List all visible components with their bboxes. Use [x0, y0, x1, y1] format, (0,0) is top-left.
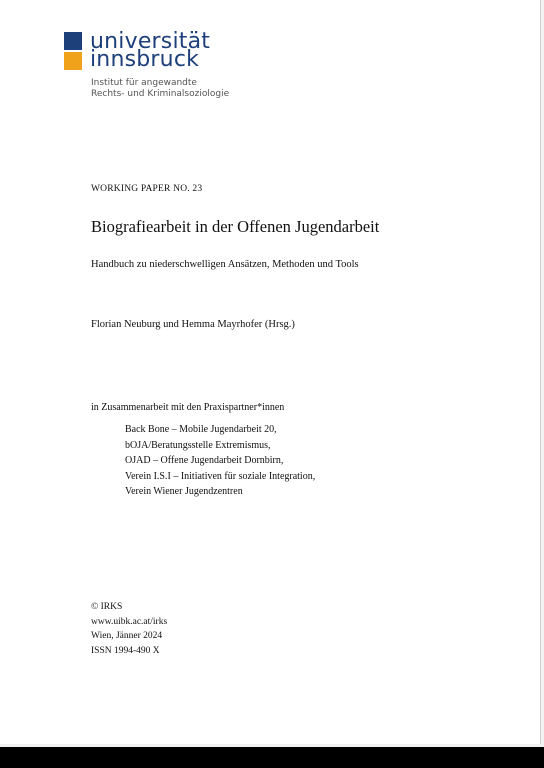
- logo-wordmark-line2: innsbruck: [90, 47, 200, 72]
- partner-list: [125, 422, 315, 500]
- issn: ISSN 1994-490 X: [91, 645, 160, 656]
- document-subtitle: Handbuch zu niederschwelligen Ansätzen, Methoden und Tools: [91, 259, 359, 270]
- editors: Florian Neuburg und Hemma Mayrhofer (Hrsg.): [91, 319, 295, 330]
- partner-item: OJAD – Offene Jugendarbeit Dornbirn,: [125, 455, 284, 466]
- university-logo: [64, 29, 264, 107]
- logo-orange-square: [64, 52, 82, 70]
- document-title: Biografiearbeit in der Offenen Jugendarbeit: [91, 217, 380, 236]
- logo-wordmark-line1: universität: [90, 29, 211, 54]
- partner-item: Verein I.S.I – Initiativen für soziale Integration,: [125, 470, 316, 482]
- place-date: Wien, Jänner 2024: [91, 631, 163, 641]
- partner-item: Back Bone – Mobile Jugendarbeit 20,: [125, 424, 277, 435]
- institute-line-2: Rechts- und Kriminalsoziologie: [91, 89, 230, 99]
- bottom-black-bar: [0, 747, 544, 768]
- partner-item: Verein Wiener Jugendzentren: [125, 486, 243, 497]
- logo-blue-square: [64, 32, 82, 50]
- partner-item: bOJA/Beratungsstelle Extremismus,: [125, 439, 271, 451]
- institute-line-1: Institut für angewandte: [91, 78, 197, 88]
- website-url: www.uibk.ac.at/irks: [91, 616, 168, 627]
- cooperation-note: in Zusammenarbeit mit den Praxispartner*innen: [91, 402, 285, 413]
- copyright-notice: © IRKS: [91, 602, 123, 612]
- colophon: [91, 600, 167, 658]
- working-paper-number: WORKING PAPER NO. 23: [91, 184, 203, 194]
- institute-name: [91, 78, 229, 100]
- logo-mark-icon: [64, 32, 84, 70]
